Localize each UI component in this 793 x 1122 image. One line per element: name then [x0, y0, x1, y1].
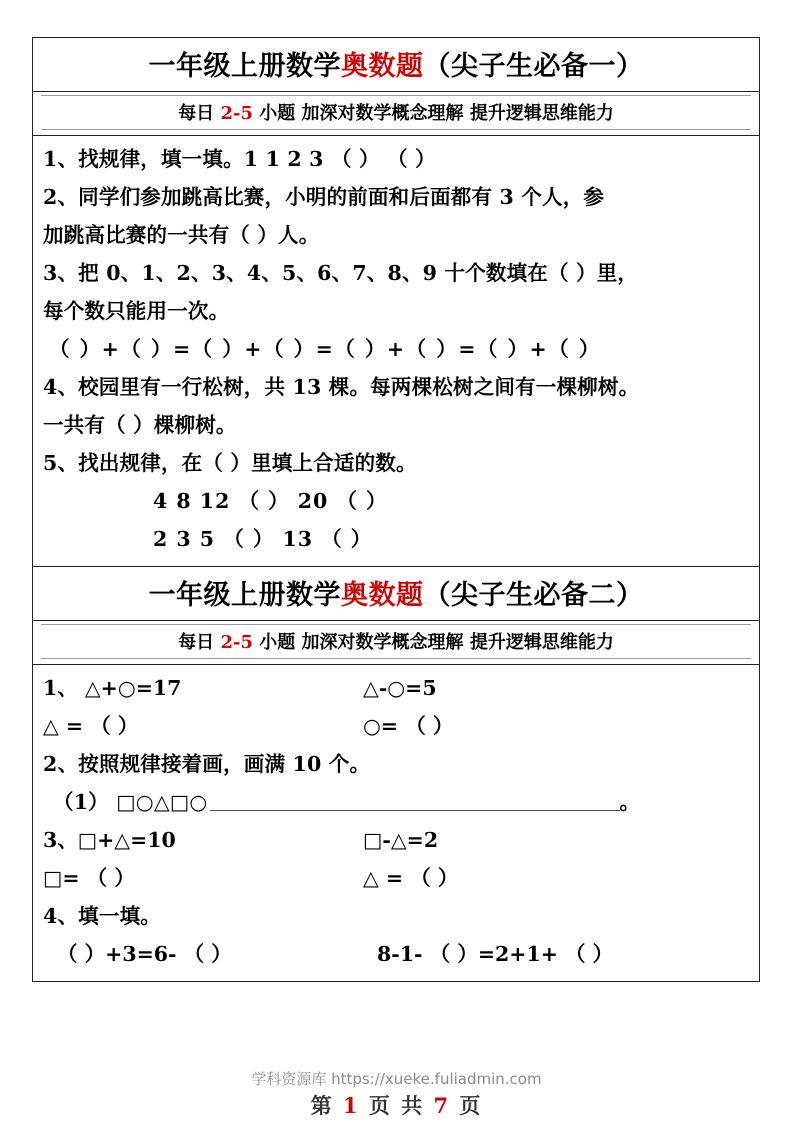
question-2-3-equations	[43, 821, 749, 859]
section-2-subtitle-tail: 小题 加深对数学概念理解 提升逻辑思维能力	[259, 632, 614, 653]
page-number-middle: 页 共	[368, 1093, 425, 1118]
question-1-5-sequence-1: 4 8 12 （ ） 20 （ ）	[153, 489, 388, 513]
page-number-footer	[0, 1090, 793, 1120]
section-1-title-tail: （尖子生必备一）	[423, 51, 644, 82]
question-2-3-answer-right: △ = （ ）	[363, 866, 459, 890]
section-1-subtitle-tail: 小题 加深对数学概念理解 提升逻辑思维能力	[259, 103, 614, 124]
question-2-4-fill-right: 8-1- （ ）=2+1+ （ ）	[377, 942, 614, 966]
section-1-title-lead: 一年级上册数学	[148, 51, 341, 82]
question-1-5-sequence-2: 2 3 5 （ ） 13 （ ）	[153, 527, 373, 551]
question-1-5-line-1: 5、找出规律，在（ ）里填上合适的数。	[43, 451, 417, 475]
watermark: 学科资源库 https://xueke.fuliadmin.com	[251, 1070, 542, 1088]
section-2-title-tail: （尖子生必备二）	[423, 580, 644, 611]
section-2-subtitle-inner	[41, 624, 751, 659]
section-1-subtitle-lead: 每日	[178, 103, 215, 124]
section-2-questions	[33, 665, 759, 981]
section-1-subtitle-highlight: 2-5	[220, 103, 253, 124]
section-2-title-row	[33, 567, 759, 621]
question-2-2-subitem-pattern: □○△□○	[116, 790, 208, 814]
section-1-subtitle-inner	[41, 95, 751, 130]
question-2-3-answer-left: □= （ ）	[43, 866, 135, 890]
question-2-2-subitem-label: （1）	[53, 790, 109, 814]
section-1-title-row	[33, 38, 759, 92]
section-1-title-highlight: 奥数题	[341, 51, 424, 82]
question-2-4-fill-left: （ ）+3=6- （ ）	[57, 942, 232, 966]
question-2-1-answer-left: △ = （ ）	[43, 714, 139, 738]
worksheet-frame	[32, 37, 760, 982]
question-2-1-answers	[43, 707, 749, 745]
question-2-3-equation-right: □-△=2	[363, 828, 439, 852]
question-1-4-line-1: 4、校园里有一行松树，共 13 棵。每两棵松树之间有一棵柳树。	[43, 375, 640, 399]
question-2-4-fills	[43, 935, 749, 973]
question-1-2-line-2: 加跳高比赛的一共有（ ）人。	[43, 223, 320, 247]
question-1-3-line-2: 每个数只能用一次。	[43, 299, 230, 323]
section-1-title	[33, 44, 759, 83]
section-1-subtitle-row	[33, 92, 759, 136]
question-2-4-line-1: 4、填一填。	[43, 904, 161, 928]
page-number-current: 1	[342, 1093, 360, 1118]
question-1-1: 1、找规律，填一填。1 1 2 3 （ ） （ ）	[43, 147, 436, 171]
section-2-subtitle-row	[33, 621, 759, 665]
page-number-suffix: 页	[459, 1093, 483, 1118]
section-2-subtitle	[41, 628, 751, 654]
section-1-subtitle	[41, 99, 751, 125]
question-2-1-equations	[43, 669, 749, 707]
question-1-3-line-1: 3、把 0、1、2、3、4、5、6、7、8、9 十个数填在（ ）里，	[43, 261, 639, 285]
section-2-title	[33, 573, 759, 612]
question-2-2-line-1: 2、按照规律接着画，画满 10 个。	[43, 752, 371, 776]
section-2-title-highlight: 奥数题	[341, 580, 424, 611]
question-2-2-answer-blank[interactable]	[210, 791, 620, 811]
question-2-1-answer-right: ○= （ ）	[363, 714, 454, 738]
question-2-2-subitem-1	[43, 783, 749, 821]
question-2-1-equation-right: △-○=5	[363, 676, 437, 700]
question-2-3-answers	[43, 859, 749, 897]
question-1-2-line-1: 2、同学们参加跳高比赛，小明的前面和后面都有 3 个人，参	[43, 185, 605, 209]
question-1-4-line-2: 一共有（ ）棵柳树。	[43, 413, 237, 437]
section-2-subtitle-lead: 每日	[178, 632, 215, 653]
page-number-prefix: 第	[310, 1093, 334, 1118]
page-number-total: 7	[433, 1093, 451, 1118]
question-2-1-equation-left: 1、 △+○=17	[43, 676, 182, 700]
section-2-subtitle-highlight: 2-5	[220, 632, 253, 653]
question-2-2-subitem-end: 。	[619, 790, 641, 814]
question-1-3-equation: （ ）+（ ）=（ ）+（ ）=（ ）+（ ）=（ ）+（ ）	[49, 337, 601, 361]
section-2-title-lead: 一年级上册数学	[148, 580, 341, 611]
question-2-3-equation-left: 3、□+△=10	[43, 828, 176, 852]
section-1-questions	[33, 136, 759, 566]
